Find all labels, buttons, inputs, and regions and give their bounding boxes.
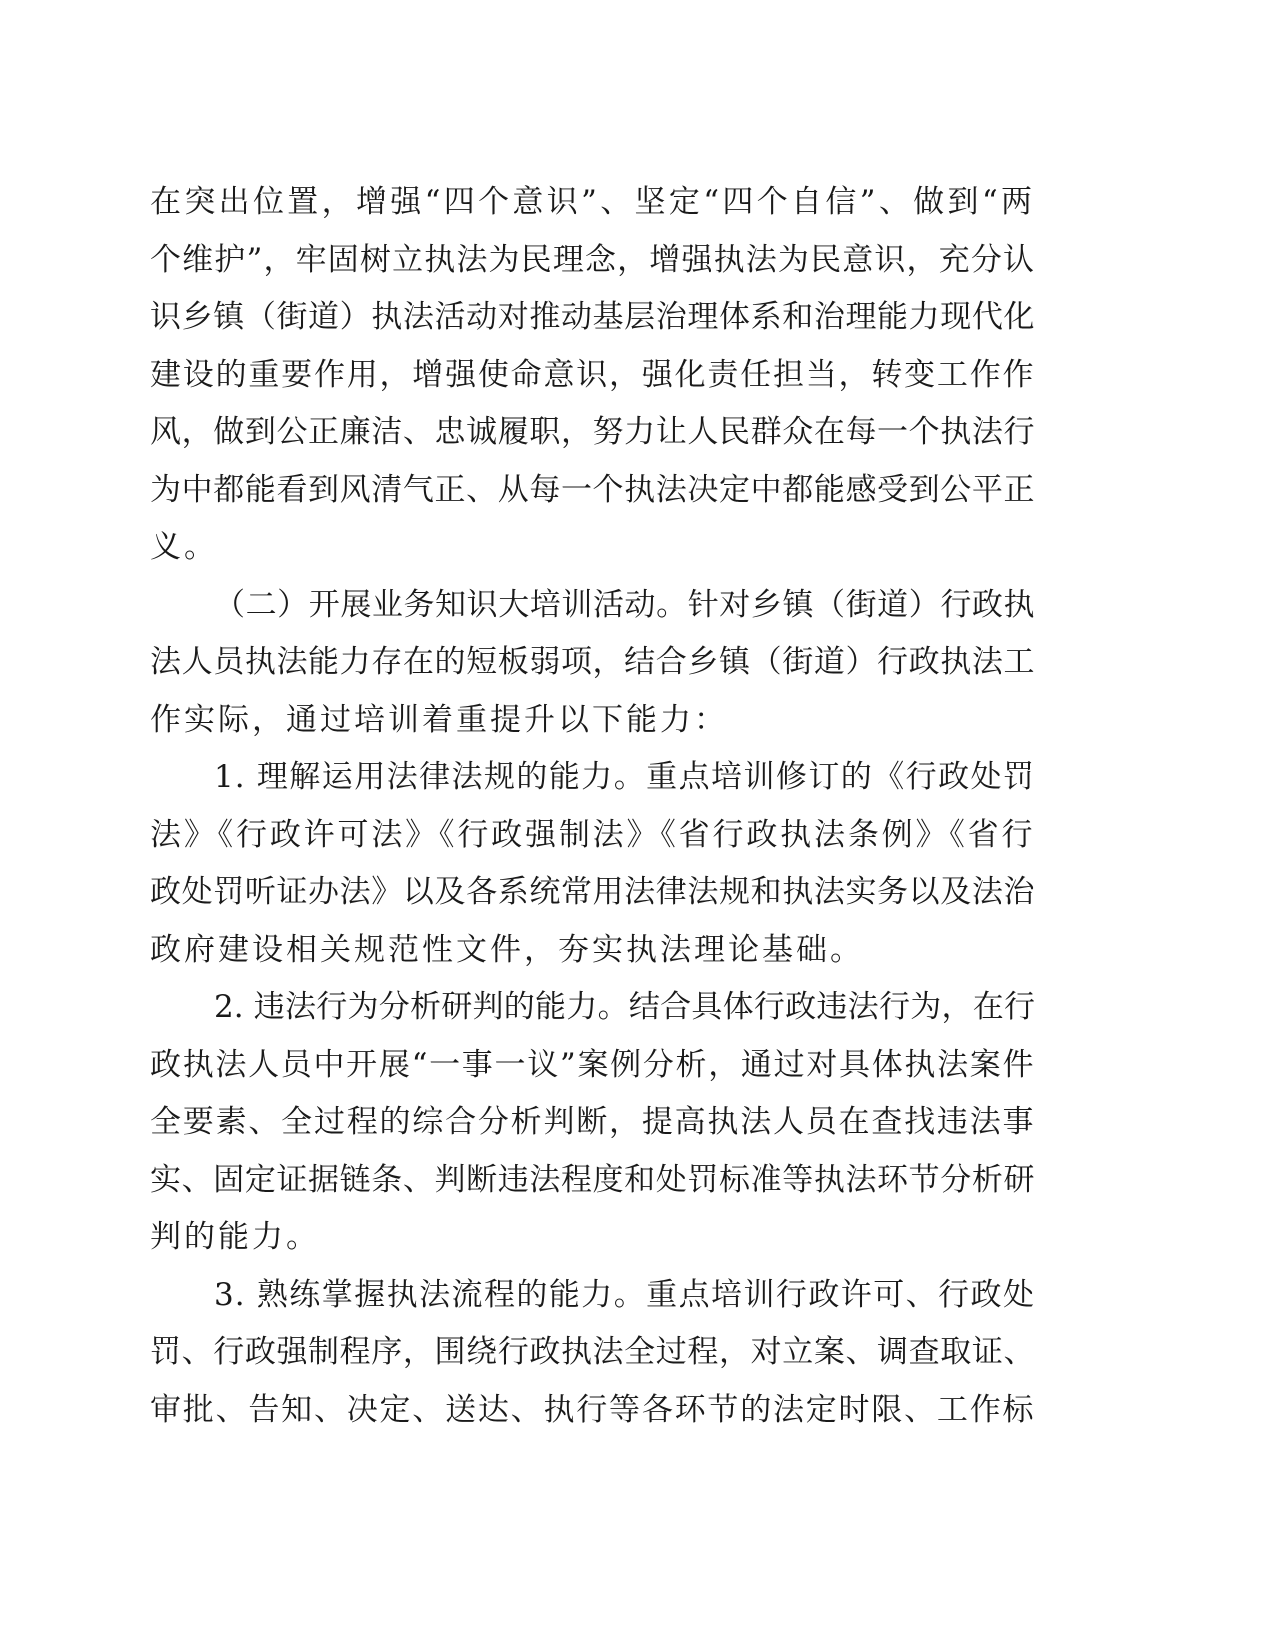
paragraph-2	[150, 577, 1035, 750]
text-line: 判的能力。	[150, 1219, 320, 1255]
text-line: 法人员执法能力存在的短板弱项，结合乡镇（街道）行政执法工	[150, 644, 1035, 680]
text-line: 全要素、全过程的综合分析判断，提高执法人员在查找违法事	[150, 1104, 1035, 1140]
document-body	[150, 174, 1035, 1439]
text-line: 为中都能看到风清气正、从每一个执法决定中都能感受到公平正	[150, 471, 1035, 508]
paragraph-1	[150, 174, 1035, 577]
text-line-indented: 3. 熟练掌握执法流程的能力。重点培训行政许可、行政处	[214, 1276, 1035, 1313]
text-line-indented: 1. 理解运用法律法规的能力。重点培训修订的《行政处罚	[214, 759, 1035, 795]
text-line: 识乡镇（街道）执法活动对推动基层治理体系和治理能力现代化	[150, 299, 1035, 335]
text-line: 政执法人员中开展“一事一议”案例分析，通过对具体执法案件	[150, 1046, 1035, 1083]
text-line: 在突出位置，增强“四个意识”、坚定“四个自信”、做到“两	[150, 184, 1035, 220]
text-line: 实、固定证据链条、判断违法程度和处罚标准等执法环节分析研	[150, 1161, 1035, 1198]
paragraph-3	[150, 749, 1035, 979]
text-line: 个维护”，牢固树立执法为民理念，增强执法为民意识，充分认	[150, 241, 1035, 278]
text-line: 罚、行政强制程序，围绕行政执法全过程，对立案、调查取证、	[150, 1334, 1035, 1370]
text-line: 政府建设相关规范性文件，夯实执法理论基础。	[150, 931, 864, 968]
paragraph-4	[150, 979, 1035, 1267]
text-line: 法》《行政许可法》《行政强制法》《省行政执法条例》《省行	[150, 816, 1035, 853]
paragraph-5	[150, 1267, 1035, 1440]
text-line-indented: （二）开展业务知识大培训活动。针对乡镇（街道）行政执	[214, 586, 1035, 623]
text-line: 政处罚听证办法》以及各系统常用法律法规和执法实务以及法治	[150, 874, 1035, 910]
text-line: 义。	[150, 529, 218, 565]
text-line: 建设的重要作用，增强使命意识，强化责任担当，转变工作作	[150, 356, 1035, 393]
text-line: 风，做到公正廉洁、忠诚履职，努力让人民群众在每一个执法行	[150, 414, 1035, 450]
text-line: 审批、告知、决定、送达、执行等各环节的法定时限、工作标	[150, 1391, 1035, 1428]
text-line-indented: 2. 违法行为分析研判的能力。结合具体行政违法行为，在行	[214, 989, 1035, 1025]
text-line: 作实际，通过培训着重提升以下能力：	[150, 701, 728, 738]
